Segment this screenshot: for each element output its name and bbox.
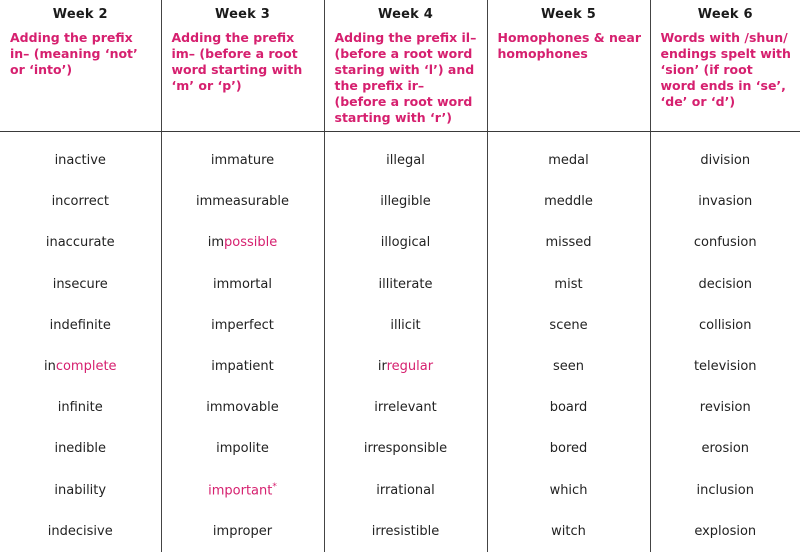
header-row <box>0 0 800 132</box>
table-row <box>0 387 800 428</box>
word-text: division <box>700 153 750 168</box>
word-text: insecure <box>53 277 108 292</box>
word-prefix: in <box>44 359 56 374</box>
word-text: inability <box>54 483 106 498</box>
spelling-word <box>324 305 487 346</box>
word-text: inactive <box>55 153 106 168</box>
word-text: irresponsible <box>364 441 447 456</box>
spelling-word <box>487 470 650 511</box>
spelling-rule: Adding the prefix il– (before a root word staring with ‘l’) and the prefix ir– (before a root word starting with ‘r’) <box>335 30 479 126</box>
spelling-word <box>487 387 650 428</box>
spelling-word <box>487 222 650 263</box>
word-text: missed <box>545 235 591 250</box>
word-text: confusion <box>694 235 757 250</box>
spelling-rule: Adding the prefix in– (meaning ‘not’ or ‘into’) <box>10 30 153 78</box>
word-highlighted-root: complete <box>56 359 117 374</box>
table-row <box>0 132 800 182</box>
word-text: immeasurable <box>196 194 289 209</box>
table-row <box>0 181 800 222</box>
word-text: inedible <box>54 441 106 456</box>
word-text: immortal <box>213 277 272 292</box>
spelling-word <box>324 222 487 263</box>
spelling-word <box>487 428 650 469</box>
spelling-rule: Homophones & near homophones <box>498 30 642 62</box>
word-highlighted-root: regular <box>387 359 433 374</box>
spelling-word <box>324 470 487 511</box>
word-text: revision <box>700 400 751 415</box>
spelling-word <box>324 181 487 222</box>
footnote-mark: * <box>272 482 277 492</box>
spelling-word <box>650 222 800 263</box>
spelling-word <box>161 470 324 511</box>
word-text: scene <box>549 318 587 333</box>
spelling-word <box>324 132 487 182</box>
table-row <box>0 470 800 511</box>
word-text: infinite <box>58 400 103 415</box>
spelling-word <box>161 428 324 469</box>
word-text: seen <box>553 359 584 374</box>
spelling-word <box>0 387 161 428</box>
spelling-word <box>161 222 324 263</box>
word-text: incorrect <box>52 194 109 209</box>
word-text: indefinite <box>50 318 111 333</box>
spelling-word <box>0 346 161 387</box>
week-label: Week 3 <box>162 7 324 22</box>
spelling-word <box>0 132 161 182</box>
word-text: illicit <box>390 318 420 333</box>
table-row <box>0 428 800 469</box>
table-row <box>0 222 800 263</box>
spelling-rule: Adding the prefix im– (before a root word starting with ‘m’ or ‘p’) <box>172 30 316 94</box>
word-text: which <box>550 483 588 498</box>
word-text: important <box>208 483 272 498</box>
table-row <box>0 264 800 305</box>
spelling-word <box>487 264 650 305</box>
word-text: irresistible <box>372 524 440 539</box>
spelling-word <box>650 181 800 222</box>
spelling-word <box>487 181 650 222</box>
spelling-word <box>324 428 487 469</box>
table-row <box>0 305 800 346</box>
week-label: Week 4 <box>325 7 487 22</box>
word-text: inaccurate <box>46 235 115 250</box>
spelling-word <box>161 305 324 346</box>
word-text: witch <box>551 524 586 539</box>
spelling-word <box>0 428 161 469</box>
word-text: explosion <box>694 524 756 539</box>
word-text: irrelevant <box>374 400 436 415</box>
spelling-word <box>161 181 324 222</box>
word-text: illogical <box>381 235 430 250</box>
week-column-header <box>324 0 487 132</box>
word-text: immovable <box>206 400 278 415</box>
word-text: impolite <box>216 441 269 456</box>
spelling-word <box>161 346 324 387</box>
spelling-word <box>324 346 487 387</box>
week-label: Week 5 <box>488 7 650 22</box>
spelling-word <box>487 132 650 182</box>
word-text: collision <box>699 318 752 333</box>
week-label: Week 2 <box>0 7 161 22</box>
spelling-word <box>650 387 800 428</box>
word-text: bored <box>550 441 588 456</box>
word-text: irrational <box>376 483 435 498</box>
word-text: inclusion <box>697 483 754 498</box>
spelling-word <box>650 305 800 346</box>
week-column-header <box>650 0 800 132</box>
week-column-header <box>487 0 650 132</box>
word-text: erosion <box>701 441 749 456</box>
spelling-word <box>650 132 800 182</box>
spelling-word <box>0 305 161 346</box>
word-text: immature <box>211 153 274 168</box>
spelling-word <box>487 346 650 387</box>
word-text: mist <box>554 277 582 292</box>
spelling-word <box>324 387 487 428</box>
spelling-word <box>0 181 161 222</box>
spelling-word <box>161 387 324 428</box>
spelling-word <box>650 428 800 469</box>
word-text: meddle <box>544 194 593 209</box>
word-text: imperfect <box>211 318 274 333</box>
word-prefix: ir <box>378 359 387 374</box>
spelling-word <box>487 305 650 346</box>
spelling-word <box>650 264 800 305</box>
word-text: television <box>694 359 757 374</box>
spelling-word <box>161 132 324 182</box>
spelling-word <box>650 470 800 511</box>
word-highlighted-root: possible <box>224 235 277 250</box>
table-row <box>0 346 800 387</box>
word-text: illegal <box>386 153 425 168</box>
spelling-word <box>0 470 161 511</box>
week-label: Week 6 <box>651 7 800 22</box>
spelling-word <box>650 346 800 387</box>
word-list-body <box>0 132 800 552</box>
word-text: decision <box>698 277 752 292</box>
word-text: illegible <box>380 194 431 209</box>
word-text: impatient <box>211 359 274 374</box>
week-column-header <box>0 0 161 132</box>
spelling-word <box>161 264 324 305</box>
word-text: board <box>550 400 588 415</box>
spelling-word <box>324 264 487 305</box>
week-column-header <box>161 0 324 132</box>
word-text: improper <box>213 524 272 539</box>
spelling-rule: Words with /shun/ endings spelt with ‘sion’ (if root word ends in ‘se’, ‘de’ or ‘d’) <box>661 30 793 110</box>
word-text: indecisive <box>48 524 113 539</box>
spelling-word <box>0 222 161 263</box>
word-text: medal <box>548 153 589 168</box>
word-text: illiterate <box>379 277 433 292</box>
word-text: invasion <box>698 194 752 209</box>
word-prefix: im <box>208 235 224 250</box>
spelling-word <box>0 264 161 305</box>
